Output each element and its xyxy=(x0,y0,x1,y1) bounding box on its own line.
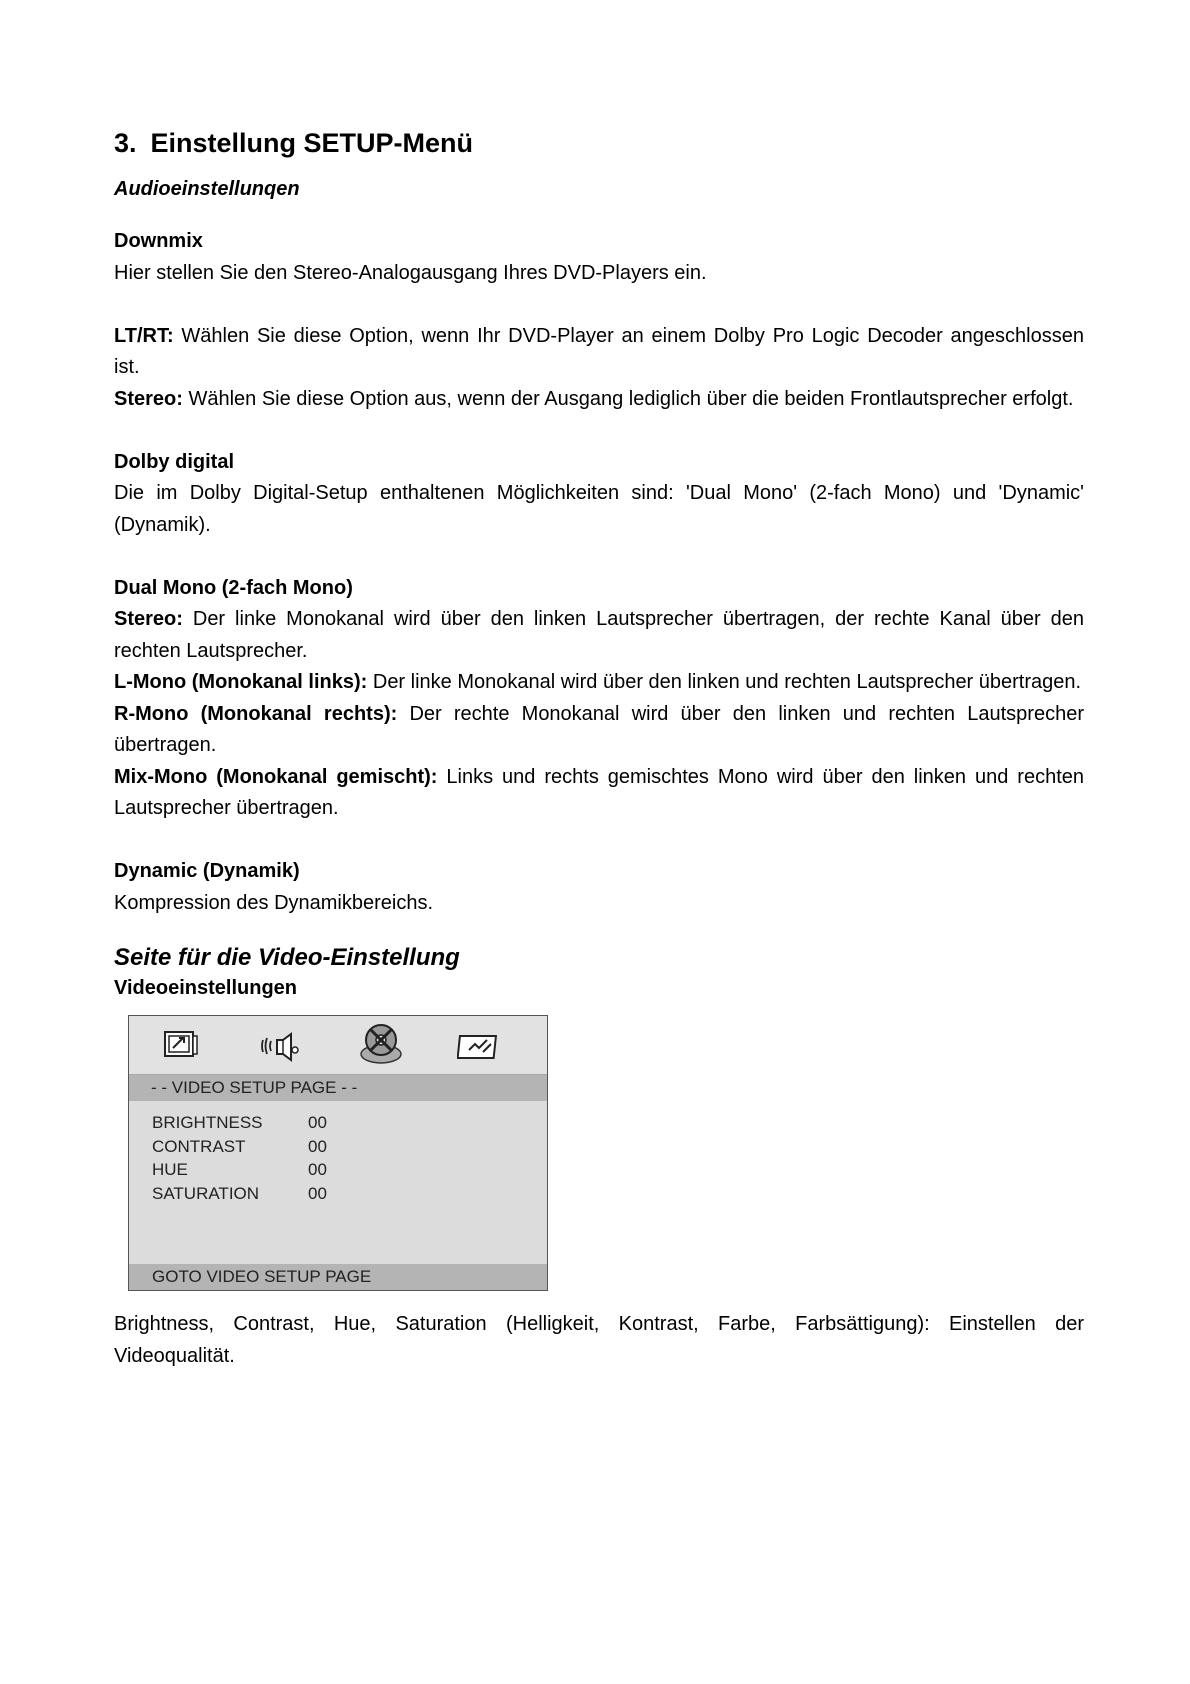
document-page xyxy=(114,126,1084,1372)
lmono-label: L-Mono (Monokanal links): xyxy=(114,671,368,693)
page-title xyxy=(114,126,1084,160)
osd-row-label: HUE xyxy=(152,1160,188,1179)
dualmono-stereo-label: Stereo: xyxy=(114,608,183,630)
rmono-label: R-Mono (Monokanal rechts): xyxy=(114,702,398,725)
osd-row-hue[interactable] xyxy=(152,1158,327,1182)
osd-footer xyxy=(129,1264,547,1290)
downmix-stereo-text: Wählen Sie diese Option aus, wenn der Ausgang lediglich über die beiden Frontlautsprecher erfolgt. xyxy=(182,387,1074,410)
rmono-paragraph xyxy=(114,699,1084,762)
section-title: Einstellung SETUP-Menü xyxy=(150,128,474,158)
osd-row-brightness[interactable] xyxy=(152,1111,327,1135)
lmono-text: Der linke Monokanal wird über den linken und rechten Lautsprecher übertragen. xyxy=(367,671,1082,693)
dualmono-heading: Dual Mono (2-fach Mono) xyxy=(114,576,353,599)
osd-row-contrast[interactable] xyxy=(152,1135,327,1159)
ltrt-text: Wählen Sie diese Option, wenn Ihr DVD-Player an einem Dolby Pro Logic Decoder angeschlossen ist. xyxy=(114,324,1084,378)
osd-row-value: 00 xyxy=(308,1183,327,1203)
video-text: Brightness, Contrast, Hue, Saturation (Helligkeit, Kontrast, Farbe, Farbsättigung): Einstellen der Videoqualität. xyxy=(114,1313,1084,1367)
downmix-stereo-paragraph xyxy=(114,384,1084,416)
dynamic-text: Kompression des Dynamikbereichs. xyxy=(114,891,434,914)
video-heading: Seite für die Video-Einstellung xyxy=(114,944,460,971)
ltrt-label: LT/RT: xyxy=(114,324,174,347)
mixmono-label: Mix-Mono (Monokanal gemischt): xyxy=(114,765,438,788)
osd-row-value: 00 xyxy=(308,1113,327,1132)
downmix-text: Hier stellen Sie den Stereo-Analogausgang Ihres DVD-Players ein. xyxy=(114,261,707,284)
downmix-heading: Downmix xyxy=(114,230,203,252)
mixmono-text: Links und rechts gemischtes Mono wird über den linken und rechten Lautsprecher übertragen. xyxy=(114,765,1084,819)
dolby-heading: Dolby digital xyxy=(114,450,234,473)
audio-setup-icon xyxy=(259,1026,303,1066)
osd-row-value: 00 xyxy=(308,1160,327,1179)
mixmono-paragraph xyxy=(114,762,1084,825)
osd-page-title-text: - - VIDEO SETUP PAGE - - xyxy=(151,1078,358,1097)
video-subheading: Videoeinstellungen xyxy=(114,977,297,999)
osd-row-label: BRIGHTNESS xyxy=(152,1113,263,1132)
rmono-text: Der rechte Monokanal wird über den linken und rechten Lautsprecher übertragen. xyxy=(114,702,1084,756)
osd-row-label: SATURATION xyxy=(152,1183,260,1203)
dynamic-heading: Dynamic (Dynamik) xyxy=(114,860,300,882)
osd-row-saturation[interactable] xyxy=(152,1182,327,1206)
osd-row-value: 00 xyxy=(308,1136,327,1156)
osd-icon-bar xyxy=(129,1016,547,1075)
dualmono-stereo-text: Der linke Monokanal wird über den linken Lautsprecher übertragen, der rechte Kanal über den rechten Lautsprecher. xyxy=(114,608,1084,662)
osd-row-label: CONTRAST xyxy=(152,1136,246,1156)
audio-heading: Audioeinstellunqen xyxy=(114,178,300,200)
general-setup-icon xyxy=(159,1026,203,1066)
dualmono-stereo-paragraph xyxy=(114,604,1084,667)
section-number: 3. xyxy=(114,128,137,158)
ltrt-paragraph xyxy=(114,321,1084,384)
preference-icon xyxy=(457,1026,501,1066)
downmix-stereo-label: Stereo: xyxy=(114,387,183,410)
dolby-text: Die im Dolby Digital-Setup enthaltenen Möglichkeiten sind: 'Dual Mono' (2-fach Mono) und 'Dynamic' (Dynamik). xyxy=(114,482,1084,536)
osd-page-title xyxy=(129,1075,547,1101)
video-setup-osd xyxy=(128,1015,548,1291)
lmono-paragraph xyxy=(114,667,1084,699)
video-disc-icon xyxy=(357,1022,405,1066)
osd-settings-list xyxy=(152,1111,327,1205)
osd-footer-text: GOTO VIDEO SETUP PAGE xyxy=(152,1267,372,1286)
